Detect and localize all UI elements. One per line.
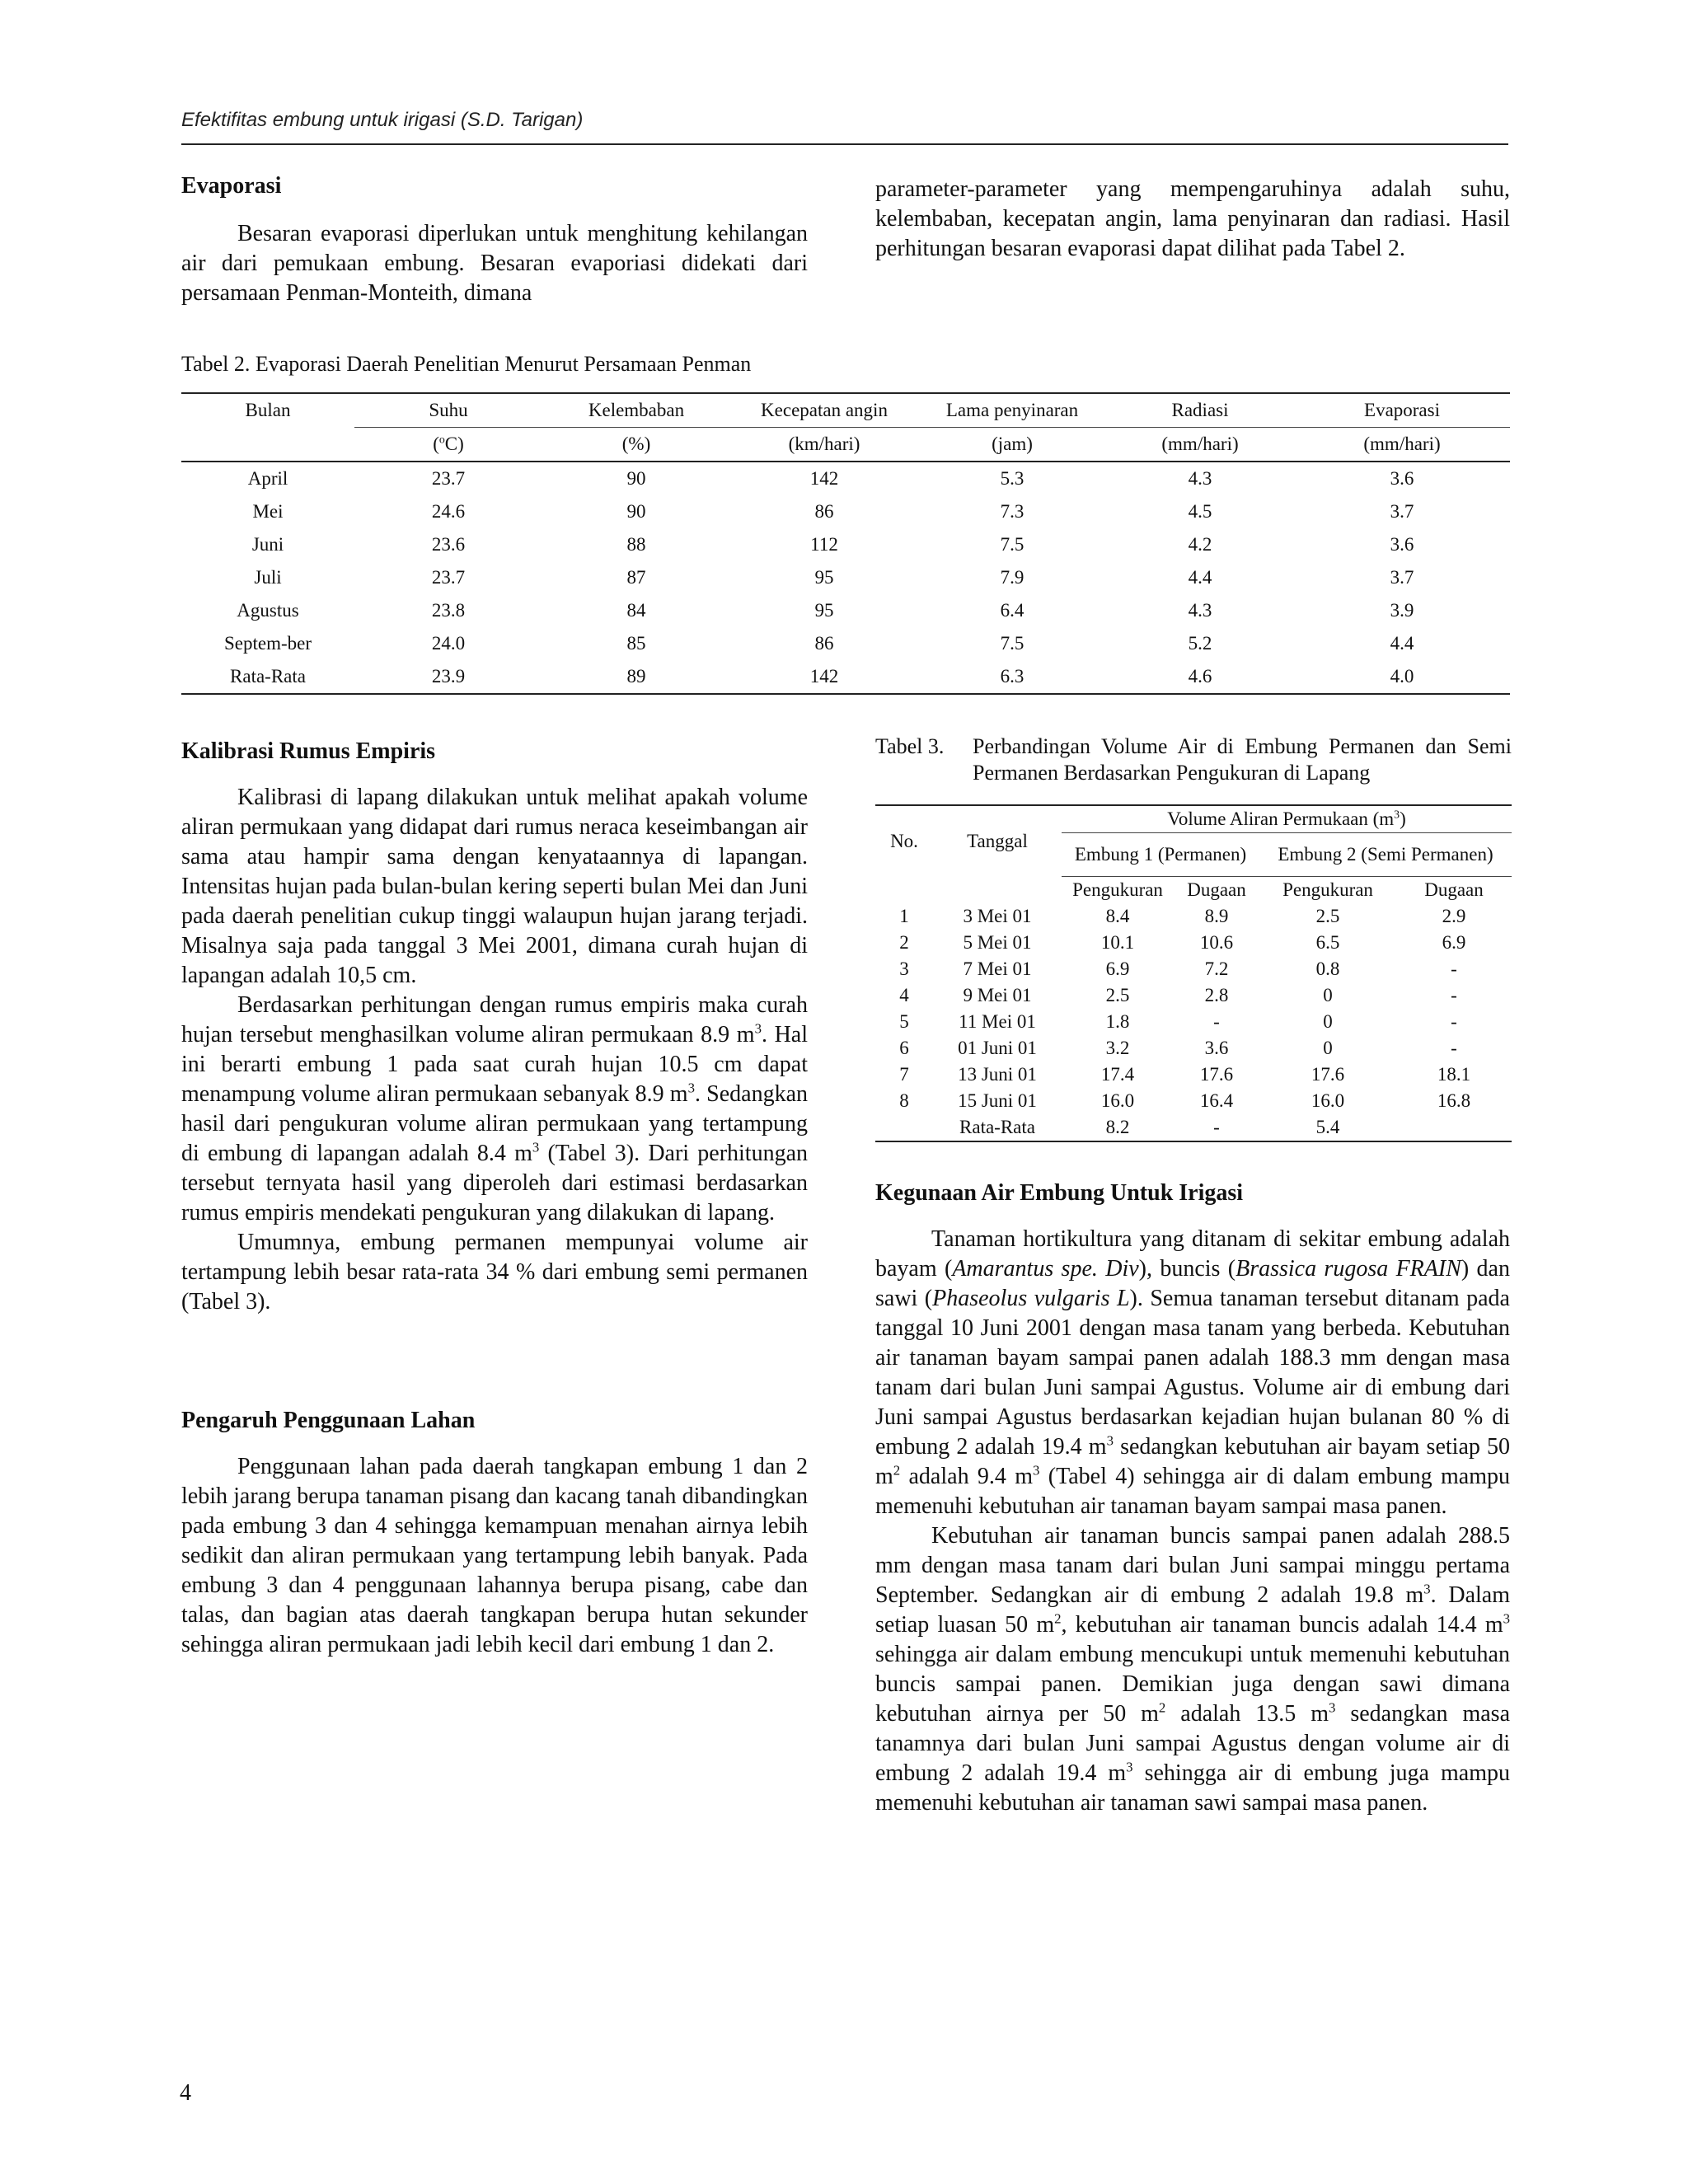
table3-group-header [1062,805,1512,833]
table3-cell: 15 Juni 01 [958,1090,1037,1111]
table3-cell: 8 [899,1090,909,1111]
table3-cell: 2.5 [1315,906,1340,926]
table2-cell: 87 [626,567,646,588]
table2-cell: Septem-ber [223,633,312,654]
kalibrasi-text [181,783,808,1317]
table3-row [875,1114,1512,1141]
table2-row [181,462,1510,495]
table3-cell: 18.1 [1437,1064,1471,1085]
table2-cell: Rata-Rata [181,660,354,694]
table2-cell: 4.6 [1106,660,1294,694]
table2-cell: 86 [814,501,834,522]
table2-header: Evaporasi [1294,393,1510,428]
table3-cell: 2.8 [1204,985,1229,1005]
table2-cell: 112 [810,534,838,555]
table2-cell: 142 [730,660,918,694]
table2-cell: 3.7 [1390,501,1414,522]
table2-row [181,627,1510,660]
table3-cell [1396,1114,1512,1141]
kalibrasi-paragraph-1: Kalibrasi di lapang dilakukan untuk melihat apakah volume aliran permukaan yang didapat dari rumus neraca keseimbangan air sama atau hampir sama dengan kenyataannya di lapangan. Intensitas hujan pada bulan-bulan kering seperti bulan Mei dan Juni pada daerah penelitian cukup tinggi walaupun hujan jarang terjadi. Misalnya saja pada tanggal 3 Mei 2001, dimana curah hujan di lapangan adalah 10,5 cm. [181,785,808,988]
table3-cell: 5.4 [1259,1114,1396,1141]
table3-row [875,1035,1512,1062]
kegunaan-text [875,1225,1510,1818]
table3-row [875,1062,1512,1088]
table3-cell: 8.4 [1105,906,1130,926]
table3-cell: 6.5 [1315,932,1340,953]
table3-cell: 2.9 [1442,906,1466,926]
table2-unit: (%) [542,428,730,462]
table3-cell: 8.9 [1204,906,1229,926]
table2-units-row [181,428,1510,462]
table2-cell: 23.7 [431,567,466,588]
table2-cell: 84 [626,600,646,621]
table3-cell: 1 [899,906,909,926]
table3-caption-label: Tabel 3. [875,734,945,758]
table3-cell: 16.8 [1437,1090,1471,1111]
table2-cell: Juni [251,534,284,555]
table2-unit: ($^o$C) [354,428,542,462]
table3-cell: - [1174,1114,1259,1141]
table3-col-no: No. [875,805,933,877]
kalibrasi-paragraph-2-text: Berdasarkan perhitungan dengan rumus empiris maka curah hujan tersebut menghasilkan volume aliran permukaan 8.9 $m^3$. Hal ini berarti embung 1 pada saat curah hujan 10.5 cm dapat menampung volume aliran permukaan sebanyak 8.9 $m^3$. Sedangkan hasil dari pengukuran volume aliran permukaan yang tertampung di embung di lapangan adalah 8.4 $m^3$ (Tabel 3). Dari perhitungan tersebut ternyata hasil yang diperoleh dari estimasi berdasarkan rumus empiris mendekati pengukuran yang dilakukan di lapang. [181,992,809,1226]
table3-cell: - [1213,1011,1220,1032]
table2-cell: 90 [626,468,646,489]
table3-subheader: Dugaan [1424,879,1484,900]
table3-cell: 16.4 [1199,1090,1234,1111]
pengaruh-text [181,1452,808,1660]
table2-cell: 3.6 [1390,468,1414,489]
table2-cell: 4.5 [1188,501,1212,522]
header-rule [181,143,1508,145]
table3-cell: 10.1 [1100,932,1135,953]
table3-header-row-1 [875,805,1512,833]
table3-subheader: Pengukuran [1072,879,1163,900]
table2-row [181,594,1510,627]
table3-cell: 3 [899,958,909,979]
table3-cell: 3.6 [1204,1038,1229,1058]
table3-cell: 0 [1323,985,1333,1005]
table2-row [181,660,1510,694]
table2-header: Suhu [354,393,542,428]
table3-col-tanggal: Tanggal [933,805,1062,877]
page-number: 4 [180,2080,191,2106]
table2-cell: 4.3 [1188,600,1212,621]
table3-subheader: Dugaan [1187,879,1246,900]
table3-cell: 3.2 [1105,1038,1130,1058]
table2-cell: 5.2 [1188,633,1212,654]
table3-row [875,930,1512,956]
table3-cell: 7 Mei 01 [963,958,1032,979]
table2-unit: (jam) [918,428,1106,462]
table3-cell: - [1451,958,1457,979]
table2-cell: 3.7 [1390,567,1414,588]
table3-row [875,1088,1512,1114]
table3-cell: 8.2 [1062,1114,1174,1141]
table3-cell: 6.9 [1442,932,1466,953]
table2-header: Lama penyinaran [918,393,1106,428]
table3-subheader: Pengukuran [1282,879,1373,900]
table2-cell: 4.4 [1390,633,1414,654]
table3-cell: 3 Mei 01 [963,906,1032,926]
table3-cell: 01 Juni 01 [958,1038,1037,1058]
table3-cell: - [1451,1011,1457,1032]
table2-cell: 7.5 [1000,633,1025,654]
table3-row [875,1009,1512,1035]
table3-caption-text: Perbandingan Volume Air di Embung Permanen dan Semi Permanen Berdasarkan Pengukuran di Lapang [973,734,1512,785]
table3-subheader-row [875,877,1512,904]
table2-cell: 88 [626,534,646,555]
evaporasi-text-right [875,175,1510,264]
table2-header: Radiasi [1106,393,1294,428]
table3-cell: 0.8 [1315,958,1340,979]
table3-cell: 17.4 [1100,1064,1135,1085]
section-heading-evaporasi: Evaporasi [181,173,282,199]
table3-cell: 6 [899,1038,909,1058]
table2-unit: (km/hari) [730,428,918,462]
table3-cell: 10.6 [1199,932,1234,953]
table3-cell: 1.8 [1105,1011,1130,1032]
table3-cell: 7 [899,1064,909,1085]
table2-row [181,528,1510,561]
table2-cell: 24.6 [431,501,466,522]
table2-cell: 4.2 [1188,534,1212,555]
table2-cell: Juli [254,567,282,588]
table2-row [181,495,1510,528]
table3-cell: 0 [1323,1038,1333,1058]
evaporasi-text-left [181,219,808,308]
table3-row [875,903,1512,930]
table3-cell: 5 [899,1011,909,1032]
table2-cell: 7.3 [1000,501,1025,522]
table2-unit [181,428,354,462]
table2-cell: 6.3 [918,660,1106,694]
table2-unit: (mm/hari) [1294,428,1510,462]
table2-cell: 89 [542,660,730,694]
table3-embung2: Embung 2 (Semi Permanen) [1259,833,1512,877]
table3-cell: 2.5 [1105,985,1130,1005]
table3-cell: Rata-Rata [933,1114,1062,1141]
table2-cell: 90 [626,501,646,522]
table3-cell: 16.0 [1311,1090,1345,1111]
table3-row [875,982,1512,1009]
table2-cell: 23.9 [354,660,542,694]
section-heading-kegunaan: Kegunaan Air Embung Untuk Irigasi [875,1180,1244,1206]
table2-cell: 7.5 [1000,534,1025,555]
kegunaan-paragraph-2: Kebutuhan air tanaman buncis sampai panen adalah 288.5 mm dengan masa tanam dari bulan Juni sampai minggu pertama September. Sedangkan air di embung 2 adalah 19.8 $m^3$. Dalam setiap luasan 50 $m^2$, kebutuhan air tanaman buncis adalah 14.4 $m^3$ sehingga air dalam embung mencukupi untuk memenuhi kebutuhan buncis sampai panen. Demikian juga dengan sawi dimana kebutuhan airnya per 50 $m^2$ adalah 13.5 $m^3$ sedangkan masa tanamnya dari bulan Juni sampai Agustus dengan volume air di embung 2 adalah 19.4 $m^3$ sehingga air di embung juga mampu memenuhi kebutuhan air tanaman sawi sampai masa panen. [875,1523,1511,1816]
table2-cell: 7.9 [1000,567,1025,588]
table3-cell: 4 [899,985,909,1005]
table2-cell: 23.7 [431,468,466,489]
table3 [875,804,1512,1142]
evaporasi-paragraph-right: parameter-parameter yang mempengaruhinya adalah suhu, kelembaban, kecepatan angin, lama penyinaran dan radiasi. Hasil perhitungan besaran evaporasi dapat dilihat pada Tabel 2. [875,176,1510,261]
table3-cell: 17.6 [1311,1064,1345,1085]
pengaruh-paragraph: Penggunaan lahan pada daerah tangkapan embung 1 dan 2 lebih jarang berupa tanaman pisang dan kacang tanah dibandingkan pada embung 3 dan 4 sehingga kemampuan menahan airnya lebih sedikit dan aliran permukaan yang tertampung lebih banyak. Pada embung 3 dan 4 penggunaan lahannya berupa pisang, cabe dan talas, dan bagian atas daerah tangkapan berupa hutan sekunder sehingga aliran permukaan jadi lebih kecil dari embung 1 dan 2. [181,1454,808,1657]
running-title: Efektifitas embung untuk irigasi (S.D. Tarigan) [181,109,584,131]
table3-cell: 6.9 [1105,958,1130,979]
table2-cell: 23.6 [431,534,466,555]
table2-header: Kelembaban [542,393,730,428]
table2-cell: 5.3 [1000,468,1025,489]
table2-cell: 24.0 [431,633,466,654]
table2 [181,392,1510,695]
table2-cell: 23.8 [431,600,466,621]
table2-cell: Agustus [237,600,299,621]
table3-cell: 13 Juni 01 [958,1064,1037,1085]
section-heading-kalibrasi: Kalibrasi Rumus Empiris [181,738,436,764]
kegunaan-paragraph-1: Tanaman hortikultura yang ditanam di sekitar embung adalah bayam (Amarantus spe. Div), buncis (Brassica rugosa FRAIN) dan sawi (Phaseolus vulgaris L). Semua tanaman tersebut ditanam pada tanggal 10 Juni 2001 dengan masa tanam yang berbeda. Kebutuhan air tanaman bayam sampai panen adalah 188.3 mm dengan masa tanam dari bulan Juni sampai Agustus. Volume air di embung dari Juni sampai Agustus berdasarkan kejadian hujan bulanan 80 % di embung 2 adalah 19.4 $m^3$ sedangkan kebutuhan air bayam setiap 50 $m^2$ adalah 9.4 $m^3$ (Tabel 4) sehingga air di dalam embung mampu memenuhi kebutuhan air tanaman bayam sampai masa panen. [875,1226,1510,1519]
kalibrasi-paragraph-2 [181,991,808,1228]
table3-embung1: Embung 1 (Permanen) [1062,833,1259,877]
table3-cell: 17.6 [1199,1064,1234,1085]
table3-cell: 16.0 [1100,1090,1135,1111]
table3-cell: 11 Mei 01 [959,1011,1036,1032]
table2-cell: 3.6 [1390,534,1414,555]
table2-cell: 142 [809,468,839,489]
table2-cell: 95 [814,600,834,621]
table3-caption [875,733,1512,786]
table2-cell: 4.3 [1188,468,1212,489]
table2-row [181,561,1510,594]
table2-cell: 6.4 [1000,600,1025,621]
table2-cell: 95 [814,567,834,588]
table3-cell: 9 Mei 01 [963,985,1032,1005]
table2-cell: April [247,468,288,489]
table2-unit: (mm/hari) [1106,428,1294,462]
table3-cell [875,1114,933,1141]
table3-cell: 0 [1323,1011,1333,1032]
table3-row [875,956,1512,982]
evaporasi-paragraph-left: Besaran evaporasi diperlukan untuk menghitung kehilangan air dari pemukaan embung. Besaran evaporiasi didekati dari persamaan Penman-Monteith, dimana [181,221,808,306]
kalibrasi-paragraph-3: Umumnya, embung permanen mempunyai volume air tertampung lebih besar rata-rata 34 % dari embung semi permanen (Tabel 3). [181,1230,808,1315]
table2-header: Bulan [181,393,354,428]
table3-cell: 7.2 [1204,958,1229,979]
table2-cell: 86 [814,633,834,654]
table2-header: Kecepatan angin [730,393,918,428]
table2-cell: 4.0 [1294,660,1510,694]
table2-header-row [181,393,1510,428]
table2-cell: 85 [626,633,646,654]
table3-cell: 5 Mei 01 [963,932,1032,953]
table3-cell: 2 [899,932,909,953]
table3-cell: - [1451,1038,1457,1058]
table2-cell: 3.9 [1390,600,1414,621]
table2-cell: 4.4 [1188,567,1212,588]
table3-cell: - [1451,985,1457,1005]
table2-cell: Mei [252,501,284,522]
table2-caption: Tabel 2. Evaporasi Daerah Penelitian Menurut Persamaan Penman [181,352,752,376]
table3-group-label: Volume Aliran Permukaan $(m^3)$ [1167,808,1406,829]
section-heading-pengaruh: Pengaruh Penggunaan Lahan [181,1408,476,1433]
